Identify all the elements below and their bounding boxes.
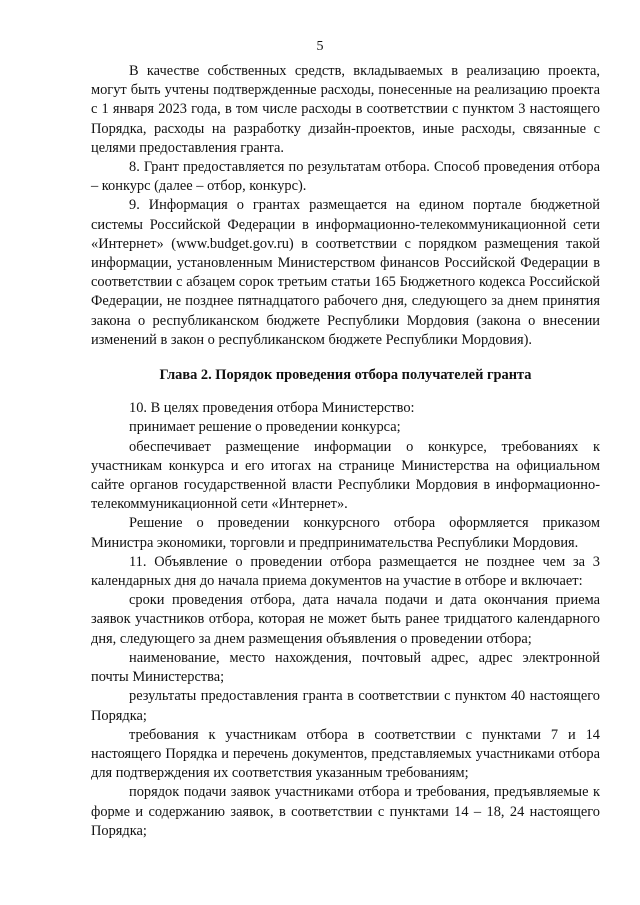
paragraph-10: 10. В целях проведения отбора Министерство: <box>129 400 415 417</box>
paragraph-name-address: наименование, место нахождения, почтовый адрес, адрес электронной почты Министерства; <box>91 649 600 686</box>
paragraph-requirements: требования к участникам отбора в соответствии с пунктами 7 и 14 настоящего Порядка и перечень документов, представляемых участниками отбора для подтверждения их соответствия указанным требованиям; <box>91 726 600 782</box>
chapter-heading: Глава 2. Порядок проведения отбора получателей гранта <box>159 367 532 384</box>
paragraph-submission: порядок подачи заявок участниками отбора и требования, предъявляемые к форме и содержанию заявок, в соответствии с пунктами 14 – 18, 24 настоящего Порядка; <box>91 784 600 839</box>
paragraph-8: 8. Грант предоставляется по результатам отбора. Способ проведения отбора – конкурс (далее – отбор, конкурс). <box>91 159 600 195</box>
paragraph-results: результаты предоставления гранта в соответствии с пунктом 40 настоящего Порядка; <box>91 688 600 724</box>
paragraph-decision: принимает решение о проведении конкурса; <box>129 419 401 436</box>
document-body <box>91 62 600 841</box>
page-number: 5 <box>316 39 324 54</box>
paragraph-9: 9. Информация о грантах размещается на едином портале бюджетной системы Российской Федерации в информационно-телекоммуникационной сети «Интернет» (www.budget.gov.ru) в соответствии с порядком размещения такой информации, установленным Министерством финансов Российской Федерации в соответствии с абзацем сорок третьим статьи 165 Бюджетного кодекса Российской Федерации, не позднее пятнадцатого рабочего дня, следующего за днем принятия закона о республиканском бюджете Республики Мордовия (закона о внесении изменений в закон о республиканском бюджете Республики Мордовия). <box>91 197 600 348</box>
paragraph-own-funds: В качестве собственных средств, вкладываемых в реализацию проекта, могут быть учтены подтвержденные расходы, понесенные на реализацию проекта с 1 января 2023 года, в том числе расходы в соответствии с пунктом 3 настоящего Порядка, расходы на разработку дизайн-проектов, иные расходы, связанные с целями предоставления гранта. <box>91 63 600 156</box>
paragraph-order: Решение о проведении конкурсного отбора оформляется приказом Министра экономики, торговли и предпринимательства Республики Мордовия. <box>91 515 600 551</box>
paragraph-11: 11. Объявление о проведении отбора размещается не позднее чем за 3 календарных дня до начала приема документов на участие в отборе и включает: <box>91 553 600 590</box>
paragraph-terms: сроки проведения отбора, дата начала подачи и дата окончания приема заявок участников отбора, которая не может быть ранее тридцатого календарного дня, следующего за днем размещения объявления о проведении отбора; <box>91 592 600 647</box>
paragraph-info-placement: обеспечивает размещение информации о конкурсе, требованиях к участникам конкурса и его итогах на странице Министерства на официальном сайте органов государственной власти Республики Мордовия в информационно-телекоммуникационной сети «Интернет». <box>91 438 600 513</box>
